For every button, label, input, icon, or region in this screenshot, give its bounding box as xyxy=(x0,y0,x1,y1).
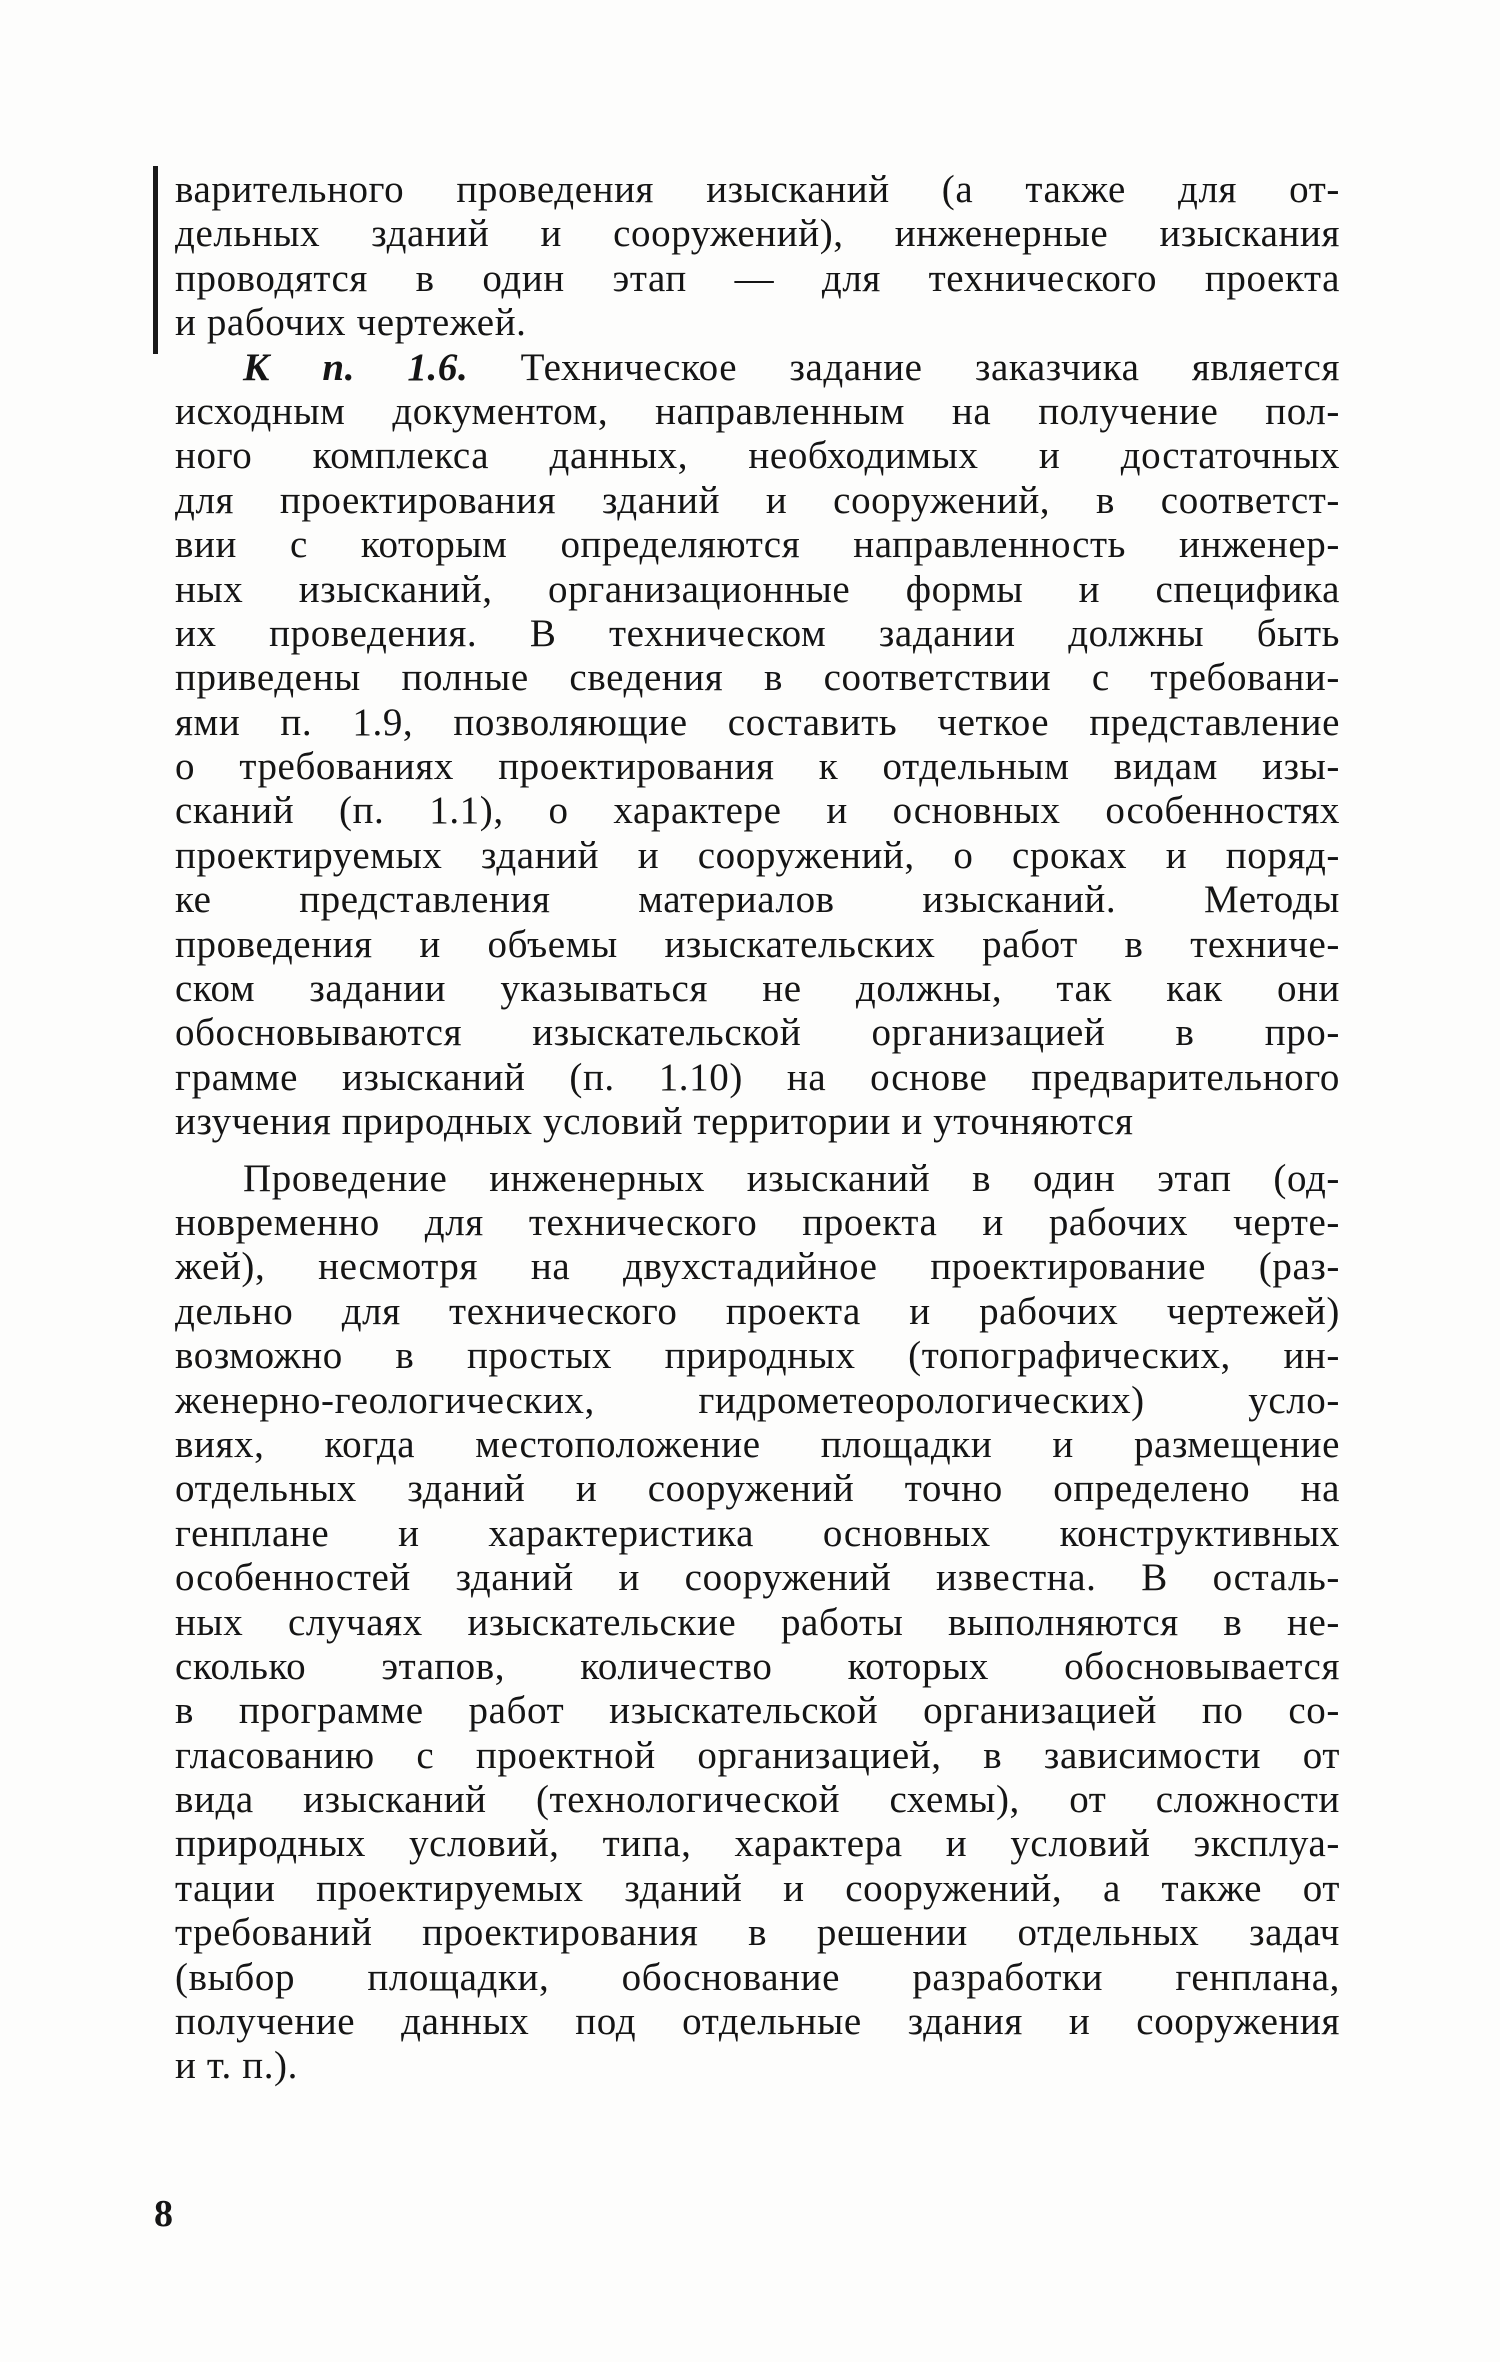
text-line: виях, когда местоположение площадки и размещение xyxy=(175,1422,1340,1466)
text-line: дельных зданий и сооружений), инженерные изыскания xyxy=(175,212,1340,256)
text-line: тации проектируемых зданий и сооружений, а также от xyxy=(175,1866,1340,1910)
text-line: новременно для технического проекта и рабочих черте- xyxy=(175,1200,1340,1244)
paragraph-single-stage-surveys xyxy=(175,1157,1340,2089)
text-line: вии с которым определяются направленность инженер- xyxy=(175,523,1340,567)
text-line: сколько этапов, количество которых обосновывается xyxy=(175,1644,1340,1688)
text-line: возможно в простых природных (топографических, ин- xyxy=(175,1334,1340,1378)
text-line: о требованиях проектирования к отдельным видам изы- xyxy=(175,745,1340,789)
text-line: ных изысканий, организационные формы и специфика xyxy=(175,567,1340,611)
text-column xyxy=(175,168,1340,2089)
text-line: жей), несмотря на двухстадийное проектирование (раз- xyxy=(175,1245,1340,1289)
text-line: ных случаях изыскательские работы выполняются в не- xyxy=(175,1600,1340,1644)
text-line: обосновываются изыскательской организацией в про- xyxy=(175,1011,1340,1055)
paragraph-continuation xyxy=(175,168,1340,346)
text-line: ного комплекса данных, необходимых и достаточных xyxy=(175,434,1340,478)
margin-change-bar xyxy=(153,166,158,354)
text-line: для проектирования зданий и сооружений, в соответст- xyxy=(175,478,1340,522)
text-line: проектируемых зданий и сооружений, о сроках и поряд- xyxy=(175,833,1340,877)
text-line: женерно-геологических, гидрометеорологических) усло- xyxy=(175,1378,1340,1422)
text-line: в программе работ изыскательской организацией по со- xyxy=(175,1689,1340,1733)
text-line: получение данных под отдельные здания и сооружения xyxy=(175,2000,1340,2044)
text-line: гласованию с проектной организацией, в зависимости от xyxy=(175,1733,1340,1777)
text-line: и рабочих чертежей. xyxy=(175,301,527,345)
page-number: 8 xyxy=(154,2193,173,2235)
text-line: изучения природных условий территории и уточняются xyxy=(175,1100,1134,1144)
text-line: их проведения. В техническом задании должны быть xyxy=(175,611,1340,655)
text-line: проведения и объемы изыскательских работ в техниче- xyxy=(175,922,1340,966)
text-line-rest: Техническое задание заказчика является xyxy=(468,345,1340,389)
text-line: ском задании указываться не должны, так как они xyxy=(175,967,1340,1011)
text-line: требований проектирования в решении отдельных задач xyxy=(175,1911,1340,1955)
text-line: Проведение инженерных изысканий в один этап (од- xyxy=(243,1156,1340,1200)
text-line: ями п. 1.9, позволяющие составить четкое представление xyxy=(175,700,1340,744)
text-line: варительного проведения изысканий (а также для от- xyxy=(175,168,1340,211)
text-line: грамме изысканий (п. 1.10) на основе предварительного xyxy=(175,1055,1340,1099)
text-line: отдельных зданий и сооружений точно определено на xyxy=(175,1467,1340,1511)
text-line: и т. п.). xyxy=(175,2044,298,2088)
clause-reference: К п. 1.6. xyxy=(243,345,469,389)
paragraph-clause-1-6 xyxy=(175,346,1340,1145)
text-line: исходным документом, направленным на получение пол- xyxy=(175,389,1340,433)
text-line: природных условий, типа, характера и условий эксплуа- xyxy=(175,1822,1340,1866)
text-line: приведены полные сведения в соответствии с требовани- xyxy=(175,656,1340,700)
text-line: генплане и характеристика основных конструктивных xyxy=(175,1511,1340,1555)
text-line: особенностей зданий и сооружений известна. В осталь- xyxy=(175,1556,1340,1600)
text-line: дельно для технического проекта и рабочих чертежей) xyxy=(175,1289,1340,1333)
text-line: вида изысканий (технологической схемы), от сложности xyxy=(175,1778,1340,1822)
text-line: ке представления материалов изысканий. Методы xyxy=(175,878,1340,922)
text-line: сканий (п. 1.1), о характере и основных особенностях xyxy=(175,789,1340,833)
text-line: проводятся в один этап — для технического проекта xyxy=(175,256,1340,300)
text-line: (выбор площадки, обоснование разработки генплана, xyxy=(175,1955,1340,1999)
text-line xyxy=(175,346,1340,390)
